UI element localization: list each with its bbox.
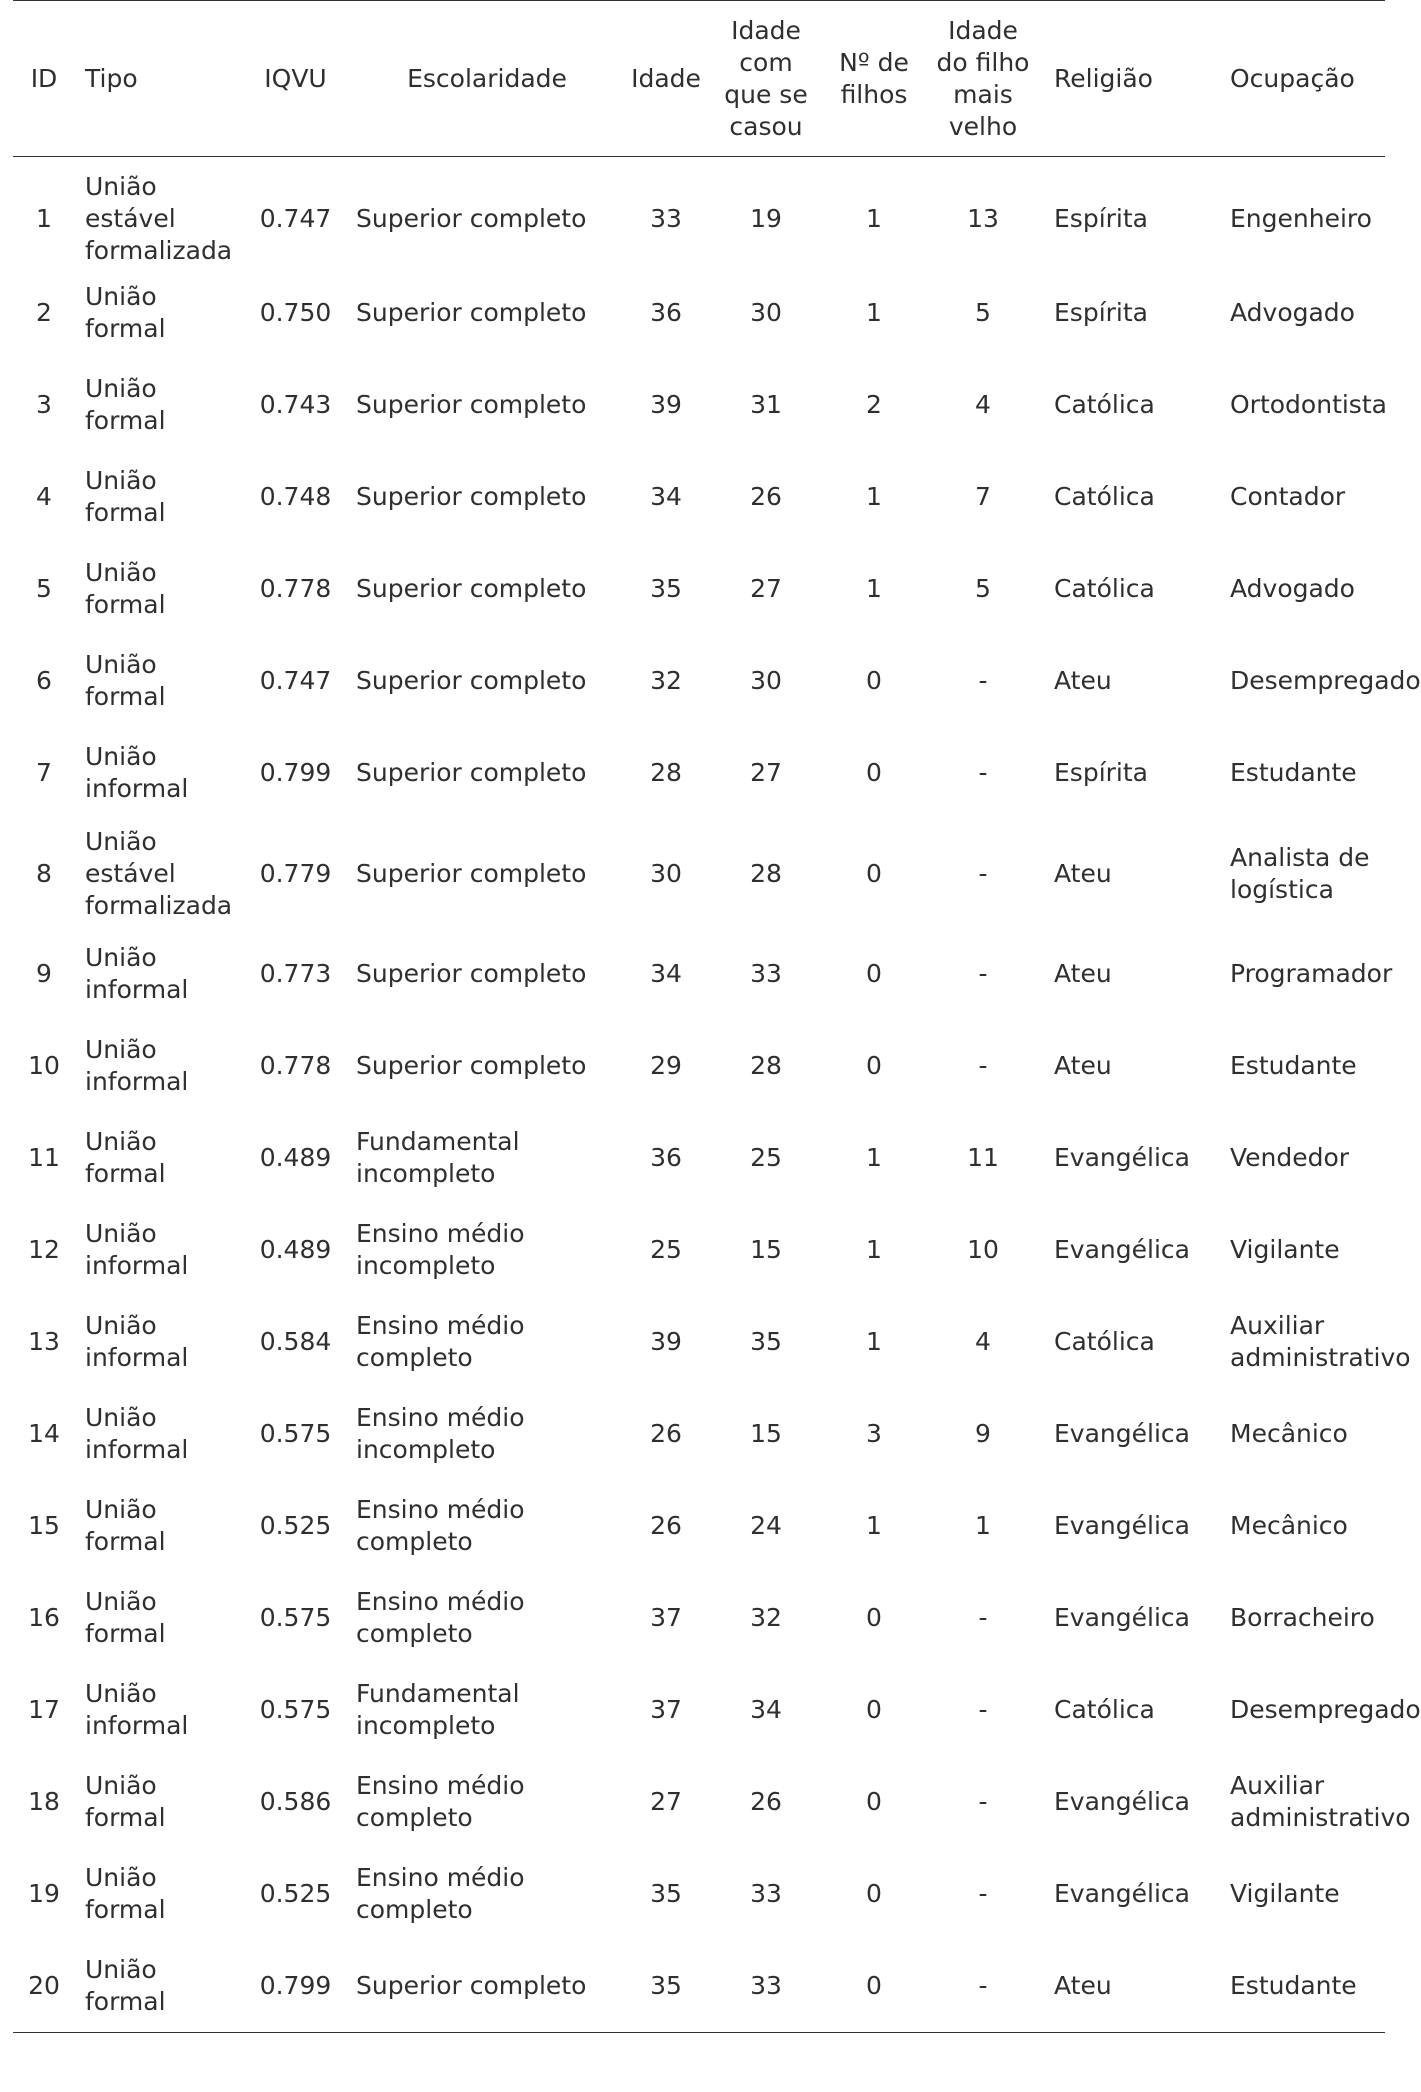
cell-idade-casou: 33	[750, 959, 782, 988]
cell-iqvu: 0.575	[259, 1419, 332, 1448]
cell-id: 5	[36, 574, 52, 603]
cell-escolaridade: Superior completo	[356, 666, 587, 695]
cell-ocupacao: Engenheiro	[1230, 204, 1372, 233]
cell-tipo: União estável formalizada	[85, 826, 233, 920]
cell-n-filhos: 1	[866, 204, 882, 233]
cell-id: 10	[28, 1051, 60, 1080]
cell-iqvu: 0.778	[259, 574, 332, 603]
cell-idade-filho: -	[978, 758, 988, 787]
cell-idade: 37	[650, 1603, 682, 1632]
cell-id: 1	[36, 204, 52, 233]
cell-escolaridade: Ensino médio completo	[356, 1587, 525, 1648]
cell-tipo: União formal	[85, 1771, 166, 1832]
cell-idade-filho: 9	[975, 1419, 991, 1448]
cell-iqvu: 0.489	[259, 1143, 332, 1172]
cell-religiao: Evangélica	[1054, 1235, 1190, 1264]
table-header	[13, 1, 1385, 157]
cell-n-filhos: 1	[866, 1235, 882, 1264]
cell-idade-filho: 5	[975, 574, 991, 603]
cell-escolaridade: Ensino médio completo	[356, 1495, 525, 1556]
cell-idade-casou: 24	[750, 1511, 782, 1540]
cell-religiao: Evangélica	[1054, 1419, 1190, 1448]
cell-religiao: Católica	[1054, 1695, 1155, 1724]
cell-idade-casou: 33	[710, 1940, 822, 2032]
cell-religiao: Ateu	[1054, 1051, 1112, 1080]
cell-idade: 35	[622, 1940, 710, 2032]
cell-idade-filho: -	[926, 1940, 1040, 2032]
header-idade: Idade	[622, 1, 710, 157]
cell-escolaridade: Ensino médio incompleto	[356, 1219, 525, 1280]
cell-idade-casou: 19	[750, 204, 782, 233]
cell-ocupacao: Advogado	[1230, 574, 1355, 603]
cell-religiao: Católica	[1054, 1327, 1155, 1356]
cell-escolaridade: Ensino médio incompleto	[356, 1403, 525, 1464]
cell-ocupacao: Auxiliar administrativo	[1230, 1311, 1411, 1372]
cell-iqvu: 0.747	[259, 204, 332, 233]
data-table-container	[13, 0, 1421, 2033]
cell-idade-filho: 7	[975, 482, 991, 511]
header-id: ID	[13, 1, 75, 157]
cell-idade-filho: -	[978, 666, 988, 695]
cell-ocupacao: Estudante	[1230, 1051, 1357, 1080]
header-tipo: Tipo	[75, 1, 249, 157]
cell-tipo: União formal	[85, 466, 166, 527]
table-row	[13, 359, 1385, 451]
cell-idade-casou: 31	[750, 390, 782, 419]
cell-ocupacao: Vigilante	[1230, 1879, 1340, 1908]
table-row	[13, 1204, 1385, 1296]
cell-escolaridade: Fundamental incompleto	[356, 1127, 520, 1188]
cell-n-filhos: 1	[866, 298, 882, 327]
cell-religiao: Ateu	[1040, 1940, 1216, 2032]
cell-religiao: Católica	[1054, 390, 1155, 419]
cell-tipo: União informal	[85, 1679, 189, 1740]
cell-idade-casou: 26	[750, 482, 782, 511]
cell-idade-casou: 33	[750, 1879, 782, 1908]
cell-idade: 36	[650, 1143, 682, 1172]
cell-ocupacao: Ortodontista	[1230, 390, 1387, 419]
cell-n-filhos: 0	[866, 1051, 882, 1080]
cell-tipo: União formal	[85, 374, 166, 435]
cell-idade: 33	[650, 204, 682, 233]
cell-iqvu: 0.584	[259, 1327, 332, 1356]
cell-idade-casou: 30	[750, 666, 782, 695]
cell-id: 20	[13, 1940, 75, 2032]
cell-religiao: Evangélica	[1054, 1603, 1190, 1632]
cell-ocupacao: Desempregado	[1230, 666, 1421, 695]
cell-n-filhos: 0	[866, 1695, 882, 1724]
cell-idade: 37	[650, 1695, 682, 1724]
cell-escolaridade: Ensino médio completo	[356, 1771, 525, 1832]
table-row	[13, 1480, 1385, 1572]
table-row	[13, 1848, 1385, 1940]
cell-idade-casou: 27	[750, 574, 782, 603]
cell-religiao: Ateu	[1054, 858, 1112, 888]
cell-idade-casou: 28	[750, 1051, 782, 1080]
cell-id: 9	[36, 959, 52, 988]
cell-idade: 35	[650, 574, 682, 603]
cell-tipo: União informal	[85, 1403, 189, 1464]
cell-idade-filho: 4	[975, 1327, 991, 1356]
cell-idade: 39	[650, 390, 682, 419]
table-row	[13, 157, 1385, 268]
cell-idade-filho: 4	[975, 390, 991, 419]
cell-tipo: União formal	[85, 558, 166, 619]
table-row	[13, 451, 1385, 543]
cell-religiao: Evangélica	[1054, 1879, 1190, 1908]
cell-n-filhos: 0	[866, 858, 882, 888]
cell-religiao: Ateu	[1054, 666, 1112, 695]
cell-id: 8	[36, 858, 52, 888]
cell-n-filhos: 0	[866, 1603, 882, 1632]
cell-tipo: União informal	[85, 1311, 189, 1372]
header-religiao: Religião	[1040, 1, 1216, 157]
cell-idade-casou: 32	[750, 1603, 782, 1632]
cell-religiao: Evangélica	[1054, 1787, 1190, 1816]
cell-religiao: Espírita	[1054, 758, 1148, 787]
table-row	[13, 267, 1385, 359]
cell-id: 12	[28, 1235, 60, 1264]
cell-tipo: União informal	[85, 1035, 189, 1096]
cell-idade-filho: -	[978, 1787, 988, 1816]
table-row	[13, 543, 1385, 635]
cell-n-filhos: 0	[822, 1940, 926, 2032]
table-row	[13, 1296, 1385, 1388]
cell-iqvu: 0.575	[259, 1603, 332, 1632]
cell-idade-filho: -	[978, 1051, 988, 1080]
cell-escolaridade: Superior completo	[356, 390, 587, 419]
table-row	[13, 1112, 1385, 1204]
table-row	[13, 727, 1385, 819]
cell-ocupacao: Analista de logística	[1230, 842, 1370, 904]
cell-idade-casou: 30	[750, 298, 782, 327]
cell-iqvu: 0.773	[259, 959, 332, 988]
cell-iqvu: 0.748	[259, 482, 332, 511]
cell-religiao: Católica	[1054, 482, 1155, 511]
cell-tipo: União formal	[85, 650, 166, 711]
cell-n-filhos: 0	[866, 959, 882, 988]
header-n-filhos: Nº de filhos	[822, 1, 926, 157]
cell-ocupacao: Borracheiro	[1230, 1603, 1375, 1632]
cell-tipo: União informal	[85, 943, 189, 1004]
cell-iqvu: 0.489	[259, 1235, 332, 1264]
cell-id: 19	[28, 1879, 60, 1908]
cell-idade-filho: -	[978, 959, 988, 988]
cell-tipo: União formal	[85, 1587, 166, 1648]
cell-idade: 39	[650, 1327, 682, 1356]
cell-idade-casou: 15	[750, 1419, 782, 1448]
cell-n-filhos: 0	[866, 1879, 882, 1908]
cell-idade-filho: -	[978, 858, 988, 888]
table-row	[13, 1572, 1385, 1664]
cell-idade-casou: 25	[750, 1143, 782, 1172]
cell-tipo: União formal	[85, 1495, 166, 1556]
cell-idade: 36	[650, 298, 682, 327]
cell-ocupacao: Contador	[1230, 482, 1346, 511]
cell-escolaridade: Superior completo	[356, 959, 587, 988]
cell-idade: 26	[650, 1419, 682, 1448]
cell-idade-filho: 1	[975, 1511, 991, 1540]
cell-id: 2	[36, 298, 52, 327]
cell-iqvu: 0.778	[259, 1051, 332, 1080]
table-row	[13, 1664, 1385, 1756]
cell-escolaridade: Superior completo	[356, 482, 587, 511]
cell-iqvu: 0.586	[259, 1787, 332, 1816]
cell-iqvu: 0.779	[259, 858, 332, 888]
cell-escolaridade: Superior completo	[356, 1051, 587, 1080]
cell-id: 13	[28, 1327, 60, 1356]
cell-id: 14	[28, 1419, 60, 1448]
cell-n-filhos: 1	[866, 1511, 882, 1540]
cell-idade: 34	[650, 482, 682, 511]
cell-idade-filho: 13	[967, 204, 999, 233]
cell-n-filhos: 1	[866, 482, 882, 511]
cell-escolaridade: Ensino médio completo	[356, 1311, 525, 1372]
cell-escolaridade: Superior completo	[356, 298, 587, 327]
header-idade-casou: Idade com que se casou	[710, 1, 822, 157]
cell-tipo: União formal	[85, 1127, 166, 1188]
table-body	[13, 157, 1421, 2033]
cell-iqvu: 0.747	[259, 666, 332, 695]
cell-idade: 29	[650, 1051, 682, 1080]
cell-tipo: União informal	[85, 1219, 189, 1280]
cell-idade: 32	[650, 666, 682, 695]
cell-idade-casou: 34	[750, 1695, 782, 1724]
cell-escolaridade: Ensino médio completo	[356, 1863, 525, 1924]
cell-escolaridade: Superior completo	[356, 858, 587, 888]
cell-ocupacao: Vendedor	[1230, 1143, 1350, 1172]
cell-n-filhos: 1	[866, 1143, 882, 1172]
cell-idade: 35	[650, 1879, 682, 1908]
cell-escolaridade: Superior completo	[356, 758, 587, 787]
cell-idade-filho: -	[978, 1879, 988, 1908]
cell-idade-filho: -	[978, 1603, 988, 1632]
cell-id: 16	[28, 1603, 60, 1632]
cell-n-filhos: 0	[866, 758, 882, 787]
cell-iqvu: 0.525	[259, 1879, 332, 1908]
cell-n-filhos: 0	[866, 666, 882, 695]
cell-idade-casou: 27	[750, 758, 782, 787]
cell-tipo: União estável formalizada	[85, 172, 233, 265]
cell-idade-casou: 35	[750, 1327, 782, 1356]
header-ocupacao: Ocupação	[1216, 1, 1385, 157]
cell-id: 4	[36, 482, 52, 511]
cell-religiao: Espírita	[1054, 204, 1148, 233]
cell-idade: 28	[650, 758, 682, 787]
cell-religiao: Ateu	[1054, 959, 1112, 988]
cell-idade: 26	[650, 1511, 682, 1540]
header-escolaridade: Escolaridade	[342, 1, 622, 157]
cell-tipo: União formal	[75, 1940, 249, 2032]
cell-idade-casou: 26	[750, 1787, 782, 1816]
table-row	[13, 1020, 1385, 1112]
cell-id: 18	[28, 1787, 60, 1816]
cell-id: 11	[28, 1143, 60, 1172]
cell-idade: 25	[650, 1235, 682, 1264]
cell-ocupacao: Advogado	[1230, 298, 1355, 327]
cell-tipo: União formal	[85, 282, 166, 343]
cell-iqvu: 0.799	[259, 758, 332, 787]
cell-escolaridade: Superior completo	[342, 1940, 622, 2032]
cell-idade-casou: 28	[750, 858, 782, 888]
cell-ocupacao: Estudante	[1216, 1940, 1385, 2032]
cell-n-filhos: 1	[866, 574, 882, 603]
cell-religiao: Católica	[1054, 574, 1155, 603]
cell-ocupacao: Programador	[1230, 959, 1393, 988]
cell-iqvu: 0.525	[259, 1511, 332, 1540]
cell-iqvu: 0.575	[259, 1695, 332, 1724]
cell-idade-filho: 10	[967, 1235, 999, 1264]
table-row	[13, 1388, 1385, 1480]
cell-n-filhos: 1	[866, 1327, 882, 1356]
cell-id: 6	[36, 666, 52, 695]
table-row	[13, 1940, 1385, 2032]
cell-idade-filho: 11	[967, 1143, 999, 1172]
participants-table	[13, 0, 1421, 2033]
cell-idade-casou: 15	[750, 1235, 782, 1264]
cell-escolaridade: Fundamental incompleto	[356, 1679, 520, 1740]
cell-n-filhos: 2	[866, 390, 882, 419]
cell-id: 7	[36, 758, 52, 787]
cell-ocupacao: Vigilante	[1230, 1235, 1340, 1264]
cell-n-filhos: 3	[866, 1419, 882, 1448]
header-idade-filho: Idade do filho mais velho	[926, 1, 1040, 157]
cell-religiao: Espírita	[1054, 298, 1148, 327]
cell-escolaridade: Superior completo	[356, 204, 587, 233]
table-row	[13, 928, 1385, 1020]
cell-religiao: Evangélica	[1054, 1143, 1190, 1172]
cell-idade: 34	[650, 959, 682, 988]
cell-idade: 30	[650, 858, 682, 888]
cell-ocupacao: Desempregado	[1230, 1695, 1421, 1724]
cell-n-filhos: 0	[866, 1787, 882, 1816]
cell-ocupacao: Auxiliar administrativo	[1230, 1771, 1411, 1832]
header-iqvu: IQVU	[249, 1, 342, 157]
cell-tipo: União formal	[85, 1863, 166, 1924]
table-row	[13, 1756, 1385, 1848]
cell-iqvu: 0.799	[249, 1940, 342, 2032]
cell-religiao: Evangélica	[1054, 1511, 1190, 1540]
cell-ocupacao: Estudante	[1230, 758, 1357, 787]
header-row	[13, 1, 1385, 157]
cell-escolaridade: Superior completo	[356, 574, 587, 603]
cell-tipo: União informal	[85, 742, 189, 803]
cell-iqvu: 0.750	[259, 298, 332, 327]
table-row	[13, 819, 1385, 928]
cell-ocupacao: Mecânico	[1230, 1511, 1348, 1540]
cell-ocupacao: Mecânico	[1230, 1419, 1348, 1448]
cell-id: 3	[36, 390, 52, 419]
cell-idade-filho: -	[978, 1695, 988, 1724]
cell-id: 17	[28, 1695, 60, 1724]
cell-id: 15	[28, 1511, 60, 1540]
cell-idade-filho: 5	[975, 298, 991, 327]
table-row	[13, 635, 1385, 727]
cell-iqvu: 0.743	[259, 390, 332, 419]
cell-idade: 27	[650, 1787, 682, 1816]
